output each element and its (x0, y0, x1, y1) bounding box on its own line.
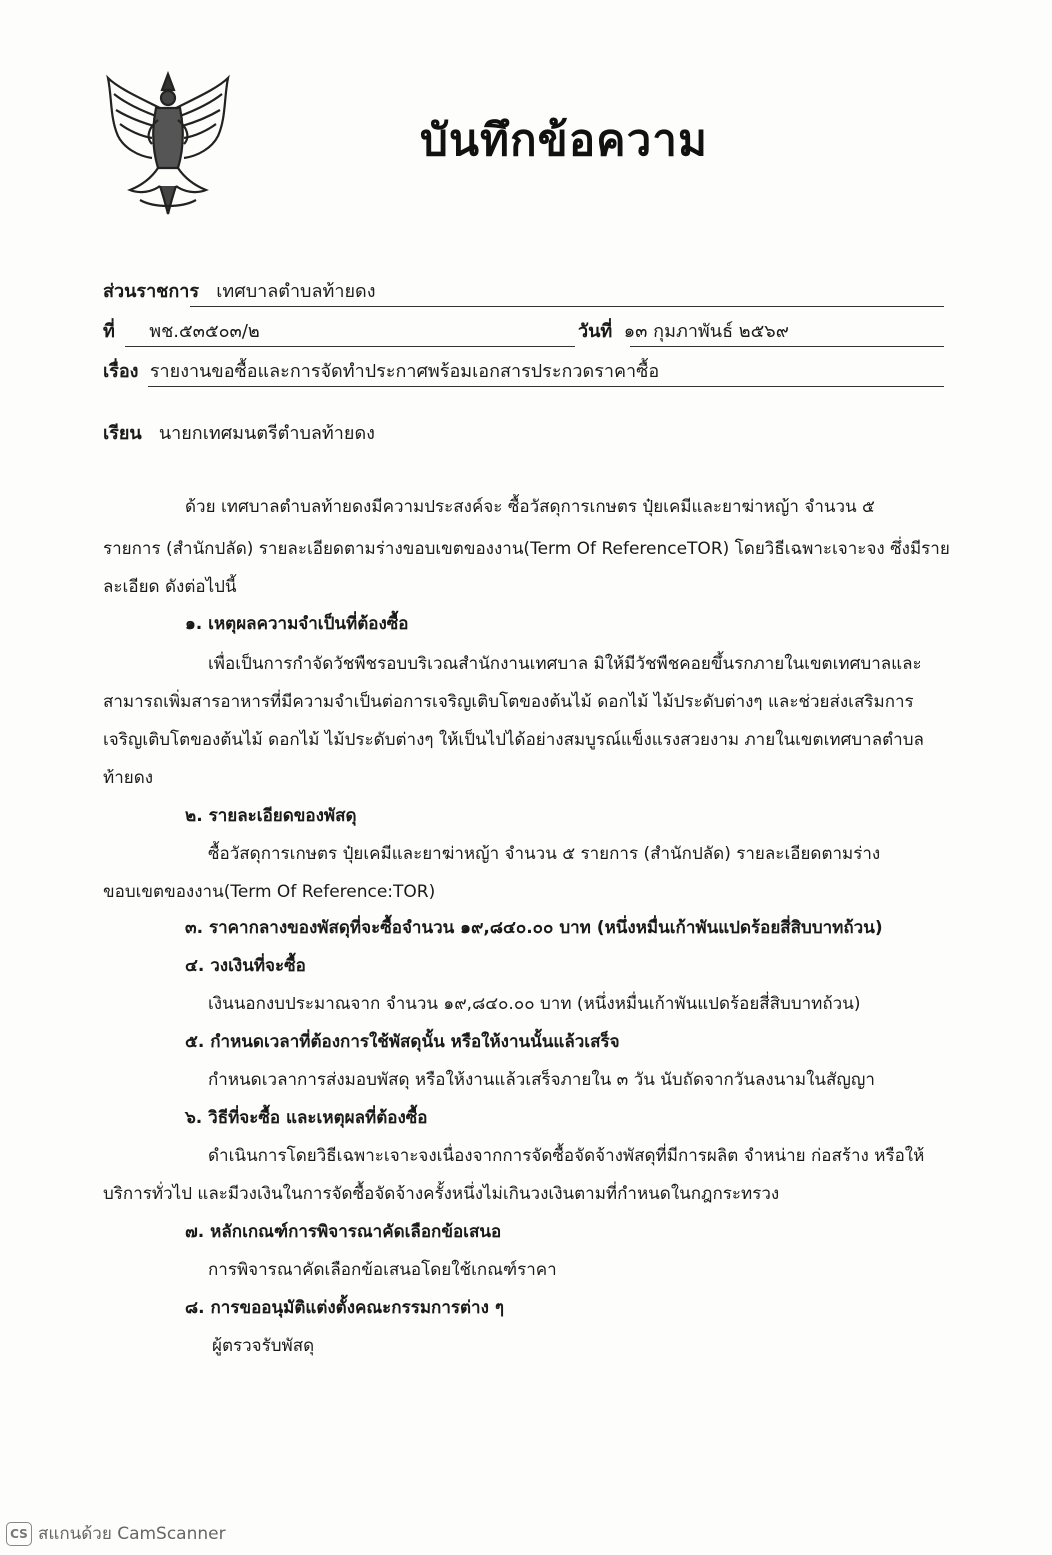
section-5-heading: ๕. กำหนดเวลาที่ต้องการใช้พัสดุนั้น หรือให้งานนั้นแล้วเสร็จ (185, 1032, 620, 1052)
section-4-heading: ๔. วงเงินที่จะซื้อ (185, 956, 306, 976)
ref-underline (125, 346, 575, 347)
date-underline (630, 346, 944, 347)
section-5-text: กำหนดเวลาการส่งมอบพัสดุ หรือให้งานแล้วเสร็จภายใน ๓ วัน นับถัดจากวันลงนามในสัญญา (208, 1070, 875, 1090)
agency-row (103, 276, 376, 305)
section-2-line-2: ขอบเขตของงาน(Term Of Reference:TOR) (103, 882, 436, 902)
agency-value: เทศบาลตำบลท้ายดง (216, 281, 376, 302)
date-label: วันที่ (578, 321, 613, 342)
document-title: บันทึกข้อความ (420, 115, 709, 166)
to-row (103, 418, 375, 447)
section-6-heading: ๖. วิธีที่จะซื้อ และเหตุผลที่ต้องซื้อ (185, 1108, 428, 1128)
to-value: นายกเทศมนตรีตำบลท้ายดง (158, 423, 375, 444)
section-2-heading: ๒. รายละเอียดของพัสดุ (185, 806, 357, 826)
ref-value: พช.๕๓๕๐๓/๒ (149, 321, 260, 342)
garuda-emblem-icon (100, 68, 236, 220)
section-7-text: การพิจารณาคัดเลือกข้อเสนอโดยใช้เกณฑ์ราคา (208, 1260, 557, 1280)
section-1-line-4: ท้ายดง (103, 768, 154, 788)
section-7-heading: ๗. หลักเกณฑ์การพิจารณาคัดเลือกข้อเสนอ (185, 1222, 502, 1242)
section-3-heading: ๓. ราคากลางของพัสดุที่จะซื้อจำนวน ๑๙,๘๔๐.๐๐ บาท (หนึ่งหมื่นเก้าพันแปดร้อยสี่สิบบาทถ้วน) (185, 918, 883, 938)
date-value: ๑๓ กุมภาพันธ์ ๒๕๖๙ (623, 321, 789, 342)
section-1-line-2: สามารถเพิ่มสารอาหารที่มีความจำเป็นต่อการเจริญเติบโตของต้นไม้ ดอกไม้ ไม้ประดับต่างๆ และช่วยส่งเสริมการ (103, 692, 914, 712)
section-4-text: เงินนอกงบประมาณจาก จำนวน ๑๙,๘๔๐.๐๐ บาท (หนึ่งหมื่นเก้าพันแปดร้อยสี่สิบบาทถ้วน) (208, 994, 861, 1014)
section-1-heading: ๑. เหตุผลความจำเป็นที่ต้องซื้อ (185, 614, 409, 634)
date-row (578, 316, 789, 345)
section-8-text: ผู้ตรวจรับพัสดุ (212, 1336, 315, 1356)
intro-line-3: ละเอียด ดังต่อไปนี้ (103, 577, 237, 597)
intro-line-2: รายการ (สำนักปลัด) รายละเอียดตามร่างขอบเขตของงาน(Term Of ReferenceTOR) โดยวิธีเฉพาะเจาะจง ซึ่งมีราย (103, 539, 950, 559)
section-2-line-1: ซื้อวัสดุการเกษตร ปุ๋ยเคมีและยาฆ่าหญ้า จำนวน ๕ รายการ (สำนักปลัด) รายละเอียดตามร่าง (208, 844, 881, 864)
agency-underline (190, 306, 944, 307)
section-6-line-2: บริการทั่วไป และมีวงเงินในการจัดซื้อจัดจ้างครั้งหนึ่งไม่เกินวงเงินตามที่กำหนดในกฎกระทรวง (103, 1184, 780, 1204)
scanner-text: สแกนด้วย CamScanner (38, 1524, 226, 1544)
intro-line-1: ด้วย เทศบาลตำบลท้ายดงมีความประสงค์จะ ซื้อวัสดุการเกษตร ปุ๋ยเคมีและยาฆ่าหญ้า จำนวน ๕ (185, 497, 875, 517)
subject-row (103, 356, 659, 385)
camscanner-logo-icon: CS (6, 1522, 32, 1546)
agency-label: ส่วนราชการ (103, 281, 200, 302)
section-8-heading: ๘. การขออนุมัติแต่งตั้งคณะกรรมการต่าง ๆ (185, 1298, 504, 1318)
subject-underline (148, 386, 944, 387)
subject-value: รายงานขอซื้อและการจัดทำประกาศพร้อมเอกสารประกวดราคาซื้อ (149, 361, 660, 382)
subject-label: เรื่อง (103, 361, 139, 382)
section-1-line-3: เจริญเติบโตของต้นไม้ ดอกไม้ ไม้ประดับต่างๆ ให้เป็นไปได้อย่างสมบูรณ์แข็งแรงสวยงาม ภายในเขตเทศบาลตำบล (103, 730, 924, 750)
ref-row (103, 316, 260, 345)
ref-label: ที่ (103, 321, 115, 342)
section-1-line-1: เพื่อเป็นการกำจัดวัชพืชรอบบริเวณสำนักงานเทศบาล มิให้มีวัชพืชคอยขึ้นรกภายในเขตเทศบาลและ (208, 654, 922, 674)
to-label: เรียน (103, 423, 142, 444)
section-6-line-1: ดำเนินการโดยวิธีเฉพาะเจาะจงเนื่องจากการจัดซื้อจัดจ้างพัสดุที่มีการผลิต จำหน่าย ก่อสร้าง หรือให้ (208, 1146, 925, 1166)
scanner-watermark (6, 1520, 226, 1547)
